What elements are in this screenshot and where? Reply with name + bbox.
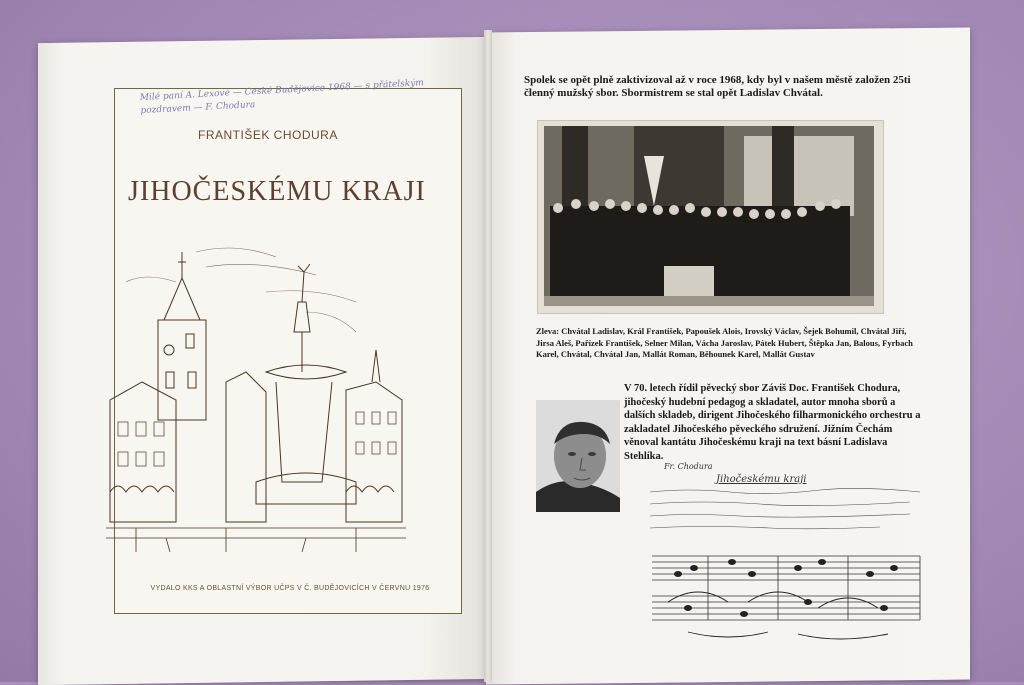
intro-paragraph: Spolek se opět plně zaktivizoval až v roce 1968, kdy byl v našem městě založen 25ti členný mužský sbor. Sbormistrem se stal opět Ladislav Chvátal.	[524, 74, 911, 99]
choir-photo	[544, 126, 874, 306]
manuscript-author: Fr. Chodura	[664, 462, 713, 471]
photo-caption: Zleva: Chvátal Ladislav, Král František, Papoušek Alois, Irovský Václav, Šejek Bohumil, Chvátal Jiří, Jirsa Aleš, Pařízek František, Selner Milan, Vácha Jaroslav, Pátek Hubert, Štěpka Jan, Balous, Fyrbach Karel, Chvátal, Chvátal Jan, Mallát Roman, Běhounek Karel, Mallát Gustav	[536, 326, 913, 359]
town-square-drawing	[106, 232, 406, 558]
cover-imprint: VYDALO KKS A OBLASTNÍ VÝBOR UČPS V Č. BUDĚJOVICÍCH V ČERVNU 1976	[150, 585, 430, 592]
music-manuscript	[648, 462, 928, 662]
cover-title: JIHOČESKÉMU KRAJI	[128, 176, 426, 207]
chodura-portrait	[536, 400, 620, 512]
dedication-handwriting: Milé paní A. Lexové — Ceské Budějovice 1968 — s přátelským pozdravem — F. Chodura	[139, 78, 425, 117]
cover-author: FRANTIŠEK CHODURA	[198, 128, 338, 142]
chodura-biography: V 70. letech řídil pěvecký sbor Záviš Doc. František Chodura, jihočeský hudební pedagog a skladatel, autor mnoha sborů a dalších skladeb, dirigent Jihočeského filharmonického orchestru a zakladatel Jihočeského pěveckého sdružení. Jižním Čechám věnoval kantátu Jihočeskému kraji na text básní Ladislava Stehlíka.	[624, 383, 921, 462]
manuscript-title: Jihočeskému kraji	[716, 474, 807, 485]
